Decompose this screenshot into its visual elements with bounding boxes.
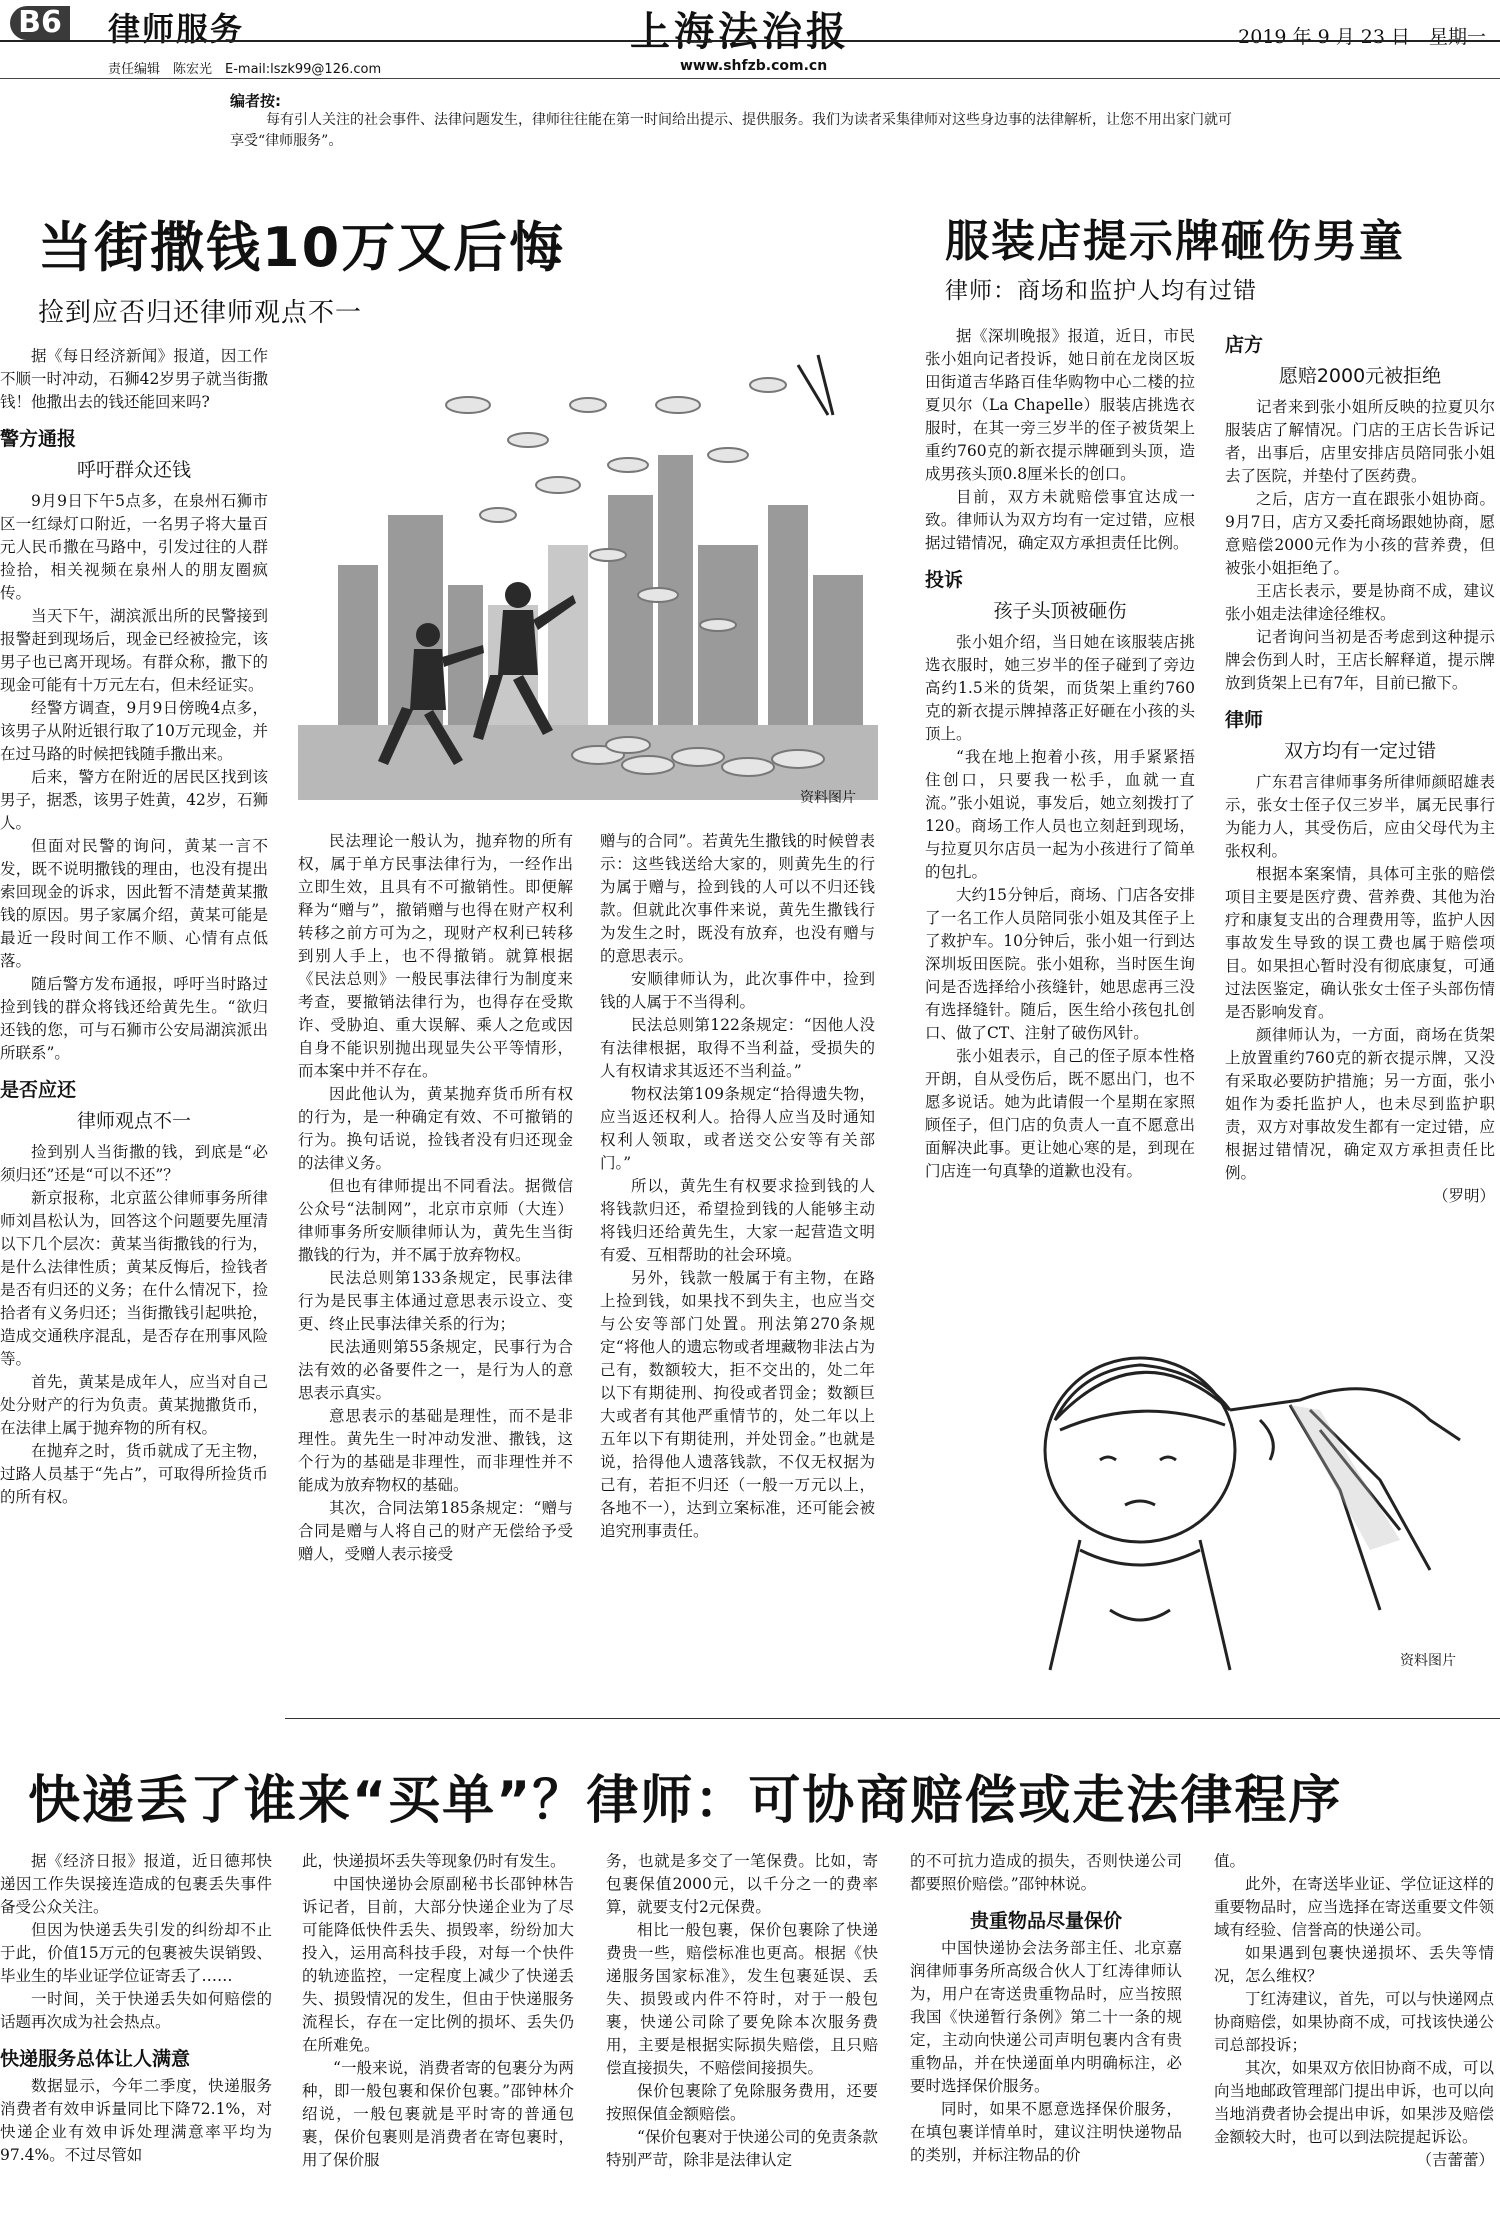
paragraph: 张小姐表示，自己的侄子原本性格开朗，自从受伤后，既不愿出门，也不愿多说话。她为此请假一个星期在家照顾侄子，但门店的负责人一直不愿意出面解决此事。更让她心寒的是，到现在门店连一句真挚的道歉也没有。 (925, 1047, 1195, 1180)
article3-byline: （吉蕾蕾） (1416, 2151, 1494, 2169)
paragraph: “一般来说，消费者寄的包裹分为两种，即一般包裹和保价包裹。”邵钟林介绍说，一般包裹就是平时寄的普通包裹，保价包裹则是消费者在寄包裹时，用了保价服 (302, 2059, 574, 2169)
article3-column-3 (606, 1850, 878, 2229)
paragraph: “我在地上抱着小孩，用手紧紧捂住创口，只要我一松手，血就一直流。”张小姐说，事发后，她立刻拨打了120。商场工作人员也立刻赶到现场，与拉夏贝尔店员一起为小孩进行了简单的包扎。 (925, 748, 1195, 881)
article1-lead: 据《每日经济新闻》报道，因工作不顺一时冲动，石狮42岁男子就当街撒钱！他撒出去的钱还能回来吗? (0, 347, 268, 411)
article1-section1-title: 警方通报 (0, 428, 77, 450)
article3-column-2 (302, 1850, 574, 2229)
paragraph: 但也有律师提出不同看法。据微信公众号“法制网”，北京市京师（大连）律师事务所安顺律师认为，黄先生当街撒钱的行为，并不属于放弃物权。 (298, 1177, 573, 1264)
article2-sectionA-title: 投诉 (925, 569, 964, 591)
paragraph: 9月9日下午5点多，在泉州石狮市区一红绿灯口附近，一名男子将大量百元人民币撒在马路中，引发过往的人群捡拾，相关视频在泉州人的朋友圈疯传。 (0, 492, 268, 602)
paragraph: 在抛弃之时，货币就成了无主物，过路人员基于“先占”，可取得所捡货币的所有权。 (0, 1442, 268, 1506)
issue-date: 2019 年 9 月 23 日 星期一 (1238, 26, 1486, 48)
paragraph: 其次，如果双方依旧协商不成，可以向当地邮政管理部门提出申诉，也可以向当地消费者协会提出申诉，如果涉及赔偿金额较大时，也可以到法院提起诉讼。 (1214, 2059, 1494, 2146)
article2-sectionC-title: 律师 (1225, 709, 1264, 731)
paragraph: 同时，如果不愿意选择保价服务，在填包裹详情单时，建议注明快递物品的类别，并标注物品的价 (910, 2100, 1182, 2164)
paragraph: 但面对民警的询问，黄某一言不发，既不说明撒钱的理由，也没有提出索回现金的诉求，因此暂不清楚黄某撒钱的原因。男子家属介绍，黄某可能是最近一段时间工作不顺、心情有点低落。 (0, 837, 268, 970)
section-title: 律师服务 (108, 10, 245, 48)
paragraph: 所以，黄先生有权要求捡到钱的人将钱款归还，希望捡到钱的人能够主动将钱归还给黄先生，大家一起营造文明有爱、互相帮助的社会环境。 (600, 1177, 875, 1264)
editor-note-label: 编者按: (230, 92, 281, 110)
paragraph: 首先，黄某是成年人，应当对自己处分财产的行为负责。黄某抛撒货币，在法律上属于抛弃物的所有权。 (0, 1373, 268, 1437)
article3-column-4 (910, 1850, 1182, 2229)
website-link[interactable]: www.shfzb.com.cn (680, 58, 828, 74)
paragraph: 如果遇到包裹快递损坏、丢失等情况，怎么维权？ (1214, 1944, 1494, 1985)
paragraph: 颜律师认为，一方面，商场在货架上放置重约760克的新衣提示牌，又没有采取必要防护措施；另一方面，张小姐作为委托监护人，也未尽到监护职责，双方对事故发生都有一定过错，应根据过错情况，确定双方承担责任比例。 (1225, 1026, 1495, 1182)
paragraph: “保价包裹对于快递公司的免责条款特别严苛，除非是法律认定 (606, 2128, 878, 2169)
article1-image-credit: 资料图片 (800, 790, 856, 806)
article2-illustration (960, 1310, 1490, 1680)
injured-child-illustration (960, 1310, 1490, 1680)
section-divider (285, 1718, 1500, 1719)
paragraph: 一时间，关于快递丢失如何赔偿的话题再次成为社会热点。 (0, 1990, 272, 2031)
paragraph: 记者询问当初是否考虑到这种提示牌会伤到人时，王店长解释道，提示牌放到货架上已有7年，目前已撤下。 (1225, 628, 1495, 692)
header-rule-thin (0, 78, 1500, 79)
editor-note-text: 每有引人关注的社会事件、法律问题发生，律师往往能在第一时间给出提示、提供服务。我们为读者采集律师对这些身边事的法律解析，让您不用出家门就可享受“律师服务”。 (230, 112, 1232, 149)
paragraph: 民法总则第133条规定，民事法律行为是民事主体通过意思表示设立、变更、终止民事法律关系的行为； (298, 1269, 573, 1333)
paragraph: 根据本案案情，具体可主张的赔偿项目主要是医疗费、营养费、其他为治疗和康复支出的合理费用等，监护人因事故发生导致的误工费也属于赔偿项目。如果担心暂时没有彻底康复，可通过法医鉴定，确认张女士侄子头部伤情是否影响发育。 (1225, 865, 1495, 1021)
paragraph: 因此他认为，黄某抛弃货币所有权的行为，是一种确定有效、不可撤销的行为。换句话说，捡钱者没有归还现金的法律义务。 (298, 1085, 573, 1172)
paragraph: 大约15分钟后，商场、门店各安排了一名工作人员陪同张小姐及其侄子上了救护车。10分钟后，张小姐一行到达深圳坂田医院。张小姐称，当时医生询问是否选择给小孩缝针，她思虑再三没有选择缝针。随后，医生给小孩包扎创口、做了CT、注射了破伤风针。 (925, 886, 1195, 1042)
article2-headline: 服装店提示牌砸伤男童 (945, 216, 1405, 267)
newspaper-masthead: 上海法治报 (630, 8, 850, 55)
article3-column-1 (0, 1850, 272, 2229)
paragraph: 相比一般包裹，保价包裹除了快递费贵一些，赔偿标准也更高。根据《快递服务国家标准》，发生包裹延误、丢失、损毁或内件不符时，对于一般包裹，快递公司除了要免除本次服务费用，主要是根据实际损失赔偿，且只赔偿直接损失，不赔偿间接损失。 (606, 1921, 878, 2077)
paragraph: 其次，合同法第185条规定：“赠与合同是赠与人将自己的财产无偿给予受赠人，受赠人表示接受 (298, 1499, 573, 1563)
paragraph: 另外，钱款一般属于有主物，在路上捡到钱，如果找不到失主，也应当交与公安等部门处置。刑法第270条规定“将他人的遗忘物或者埋藏物非法占为己有，数额较大，拒不交出的，处二年以下有期徒刑、拘役或者罚金；数额巨大或者有其他严重情节的，处二年以上五年以下有期徒刑，并处罚金。”也就是说，拾得他人遗落钱款，不仅无权据为己有，若拒不归还（一般一万元以上，各地不一），达到立案标准，还可能会被追究刑事责任。 (600, 1269, 875, 1540)
editor-info: 责任编辑 陈宏光 E-mail:lszk99@126.com (108, 62, 382, 77)
paragraph: 广东君言律师事务所律师颜昭雄表示，张女士侄子仅三岁半，属无民事行为能力人，其受伤后，应由父母代为主张权利。 (1225, 773, 1495, 860)
paragraph: 王店长表示，要是协商不成，建议张小姐走法律途径维权。 (1225, 582, 1495, 623)
paragraph: 中国快递协会法务部主任、北京嘉润律师事务所高级合伙人丁红涛律师认为，用户在寄送贵重物品时，应当按照我国《快递暂行条例》第二十一条的规定，主动向快递公司声明包裹内含有贵重物品，并在快递面单内明确标注，必要时选择保价服务。 (910, 1939, 1182, 2095)
paragraph: 物权法第109条规定“拾得遗失物，应当返还权利人。拾得人应当及时通知权利人领取，或者送交公安等有关部门。” (600, 1085, 875, 1172)
paragraph: 后来，警方在附近的居民区找到该男子，据悉，该男子姓黄，42岁，石狮人。 (0, 768, 268, 832)
paragraph: 保价包裹除了免除服务费用，还要按照保值金额赔偿。 (606, 2082, 878, 2123)
article2-byline: （罗明） (1432, 1187, 1495, 1205)
money-scatter-illustration (298, 345, 878, 800)
article2-sectionB-title: 店方 (1225, 334, 1264, 356)
header-rule (0, 40, 1500, 42)
paragraph: 务，也就是多交了一笔保费。比如，寄包裹保值2000元，以千分之一的费率算，就要支付2元保费。 (606, 1852, 878, 1916)
paragraph: 之后，店方一直在跟张小姐协商。9月7日，店方又委托商场跟她协商，愿意赔偿2000元作为小孩的营养费，但被张小姐拒绝了。 (1225, 490, 1495, 577)
article1-section1-sub: 呼吁群众还钱 (76, 459, 191, 481)
article3-headline: 快递丢了谁来“买单”？律师：可协商赔偿或走法律程序 (28, 1771, 1343, 1831)
paragraph: 随后警方发布通报，呼吁当时路过捡到钱的群众将钱还给黄先生。“欲归还钱的您，可与石狮市公安局湖滨派出所联系”。 (0, 975, 268, 1062)
article3-section2-title: 贵重物品尽量保价 (969, 1910, 1122, 1932)
paragraph: 经警方调查，9月9日傍晚4点多，该男子从附近银行取了10万元现金，并在过马路的时候把钱随手撒出来。 (0, 699, 268, 763)
article1-headline: 当街撒钱10万又后悔 (38, 216, 566, 279)
article2-image-credit: 资料图片 (1400, 1653, 1456, 1669)
paragraph: 此，快递损坏丢失等现象仍时有发生。 (302, 1852, 566, 1870)
paragraph: 安顺律师认为，此次事件中，捡到钱的人属于不当得利。 (600, 970, 875, 1011)
paragraph: 意思表示的基础是理性，而不是非理性。黄先生一时冲动发泄、撒钱，这个行为的基础是非理性，而非理性并不能成为放弃物权的基础。 (298, 1407, 573, 1494)
article2-subhead: 律师：商场和监护人均有过错 (945, 278, 1257, 304)
paragraph: 赠与的合同”。若黄先生撒钱的时候曾表示：这些钱送给大家的，则黄先生的行为属于赠与，捡到钱的人可以不归还钱款。但就此次事件来说，黄先生撒钱行为发生之时，既没有放弃，也没有赠与的意思表示。 (600, 832, 875, 965)
article1-column-1 (0, 345, 268, 1695)
paragraph: 民法理论一般认为，抛弃物的所有权，属于单方民事法律行为，一经作出立即生效，且具有不可撤销性。即便解释为“赠与”，撤销赠与也得在财产权利转移之前方可为之，现财产权利已转移到别人手上，也不得撤销。就算根据《民法总则》一般民事法律行为制度来考查，要撤销法律行为，也得存在受欺诈、受胁迫、重大误解、乘人之危或因自身不能识别抛出现显失公平等情形，而本案中并不存在。 (298, 832, 573, 1080)
article1-section2-sub: 律师观点不一 (76, 1110, 191, 1132)
article1-illustration (298, 345, 878, 800)
article2-column-a (925, 325, 1195, 1320)
paragraph: 据《经济日报》报道，近日德邦快递因工作失误接连造成的包裹丢失事件备受公众关注。 (0, 1852, 272, 1916)
article1-column-3 (600, 830, 875, 1695)
article2-sectionB-sub: 愿赔2000元被拒绝 (1278, 365, 1442, 387)
paragraph: 数据显示，今年二季度，快递服务消费者有效申诉量同比下降72.1%，对快递企业有效申诉处理满意率平均为97.4%。不过尽管如 (0, 2077, 272, 2164)
article2-column-b (1225, 330, 1495, 1330)
paragraph: 但因为快递丢失引发的纠纷却不止于此，价值15万元的包裹被失误销毁、毕业生的毕业证学位证寄丢了…… (0, 1921, 272, 1985)
paragraph: 中国快递协会原副秘书长邵钟林告诉记者，目前，大部分快递企业为了尽可能降低快件丢失、损毁率，纷纷加大投入，运用高科技手段，对每一个快件的轨迹监控，一定程度上减少了快递丢失、损毁情况的发生，但由于快递服务流程长，存在一定比例的损坏、丢失仍在所难免。 (302, 1875, 574, 2054)
article2-sectionC-sub: 双方均有一定过错 (1283, 740, 1436, 762)
article1-subhead: 捡到应否归还律师观点不一 (38, 298, 363, 328)
paragraph: 当天下午，湖滨派出所的民警接到报警赶到现场后，现金已经被捡完，该男子也已离开现场。有群众称，撒下的现金可能有十万元左右，但未经证实。 (0, 607, 268, 694)
paragraph: 的不可抗力造成的损失，否则快递公司都要照价赔偿。”邵钟林说。 (910, 1852, 1182, 1893)
paragraph: 值。 (1214, 1852, 1246, 1870)
paragraph: 丁红涛建议，首先，可以与快递网点协商赔偿，如果协商不成，可找该快递公司总部投诉； (1214, 1990, 1494, 2054)
paragraph: 记者来到张小姐所反映的拉夏贝尔服装店了解情况。门店的王店长告诉记者，出事后，店里安排店员陪同张小姐去了医院，并垫付了医药费。 (1225, 398, 1495, 485)
paragraph: 张小姐介绍，当日她在该服装店挑选衣服时，她三岁半的侄子碰到了旁边高约1.5米的货架，而货架上重约760克的新衣提示牌掉落正好砸在小孩的头顶上。 (925, 633, 1195, 743)
paragraph: 据《深圳晚报》报道，近日，市民张小姐向记者投诉，她日前在龙岗区坂田街道吉华路百佳华购物中心二楼的拉夏贝尔（La Chapelle）服装店挑选衣服时，在其一旁三岁半的侄子被货架上重约760克的新衣提示牌砸到头顶，造成男孩头顶0.8厘米长的创口。 (925, 327, 1195, 483)
paragraph: 民法总则第122条规定：“因他人没有法律根据，取得不当利益，受损失的人有权请求其返还不当利益。” (600, 1016, 875, 1080)
paragraph: 新京报称，北京蓝公律师事务所律师刘昌松认为，回答这个问题要先厘清以下几个层次：黄某当街撒钱的行为，是什么法律性质；黄某反悔后，捡钱者是否有归还的义务；在什么情况下，捡拾者有义务归还；当街撒钱引起哄抢，造成交通秩序混乱，是否存在刑事风险等。 (0, 1189, 268, 1368)
article3-section1-title: 快递服务总体让人满意 (0, 2048, 191, 2070)
paragraph: 目前，双方未就赔偿事宜达成一致。律师认为双方均有一定过错，应根据过错情况，确定双方承担责任比例。 (925, 488, 1195, 552)
article2-sectionA-sub: 孩子头顶被砸伤 (993, 600, 1127, 622)
paragraph: 此外，在寄送毕业证、学位证这样的重要物品时，应当选择在寄送重要文件领域有经验、信誉高的快递公司。 (1214, 1875, 1494, 1939)
paragraph: 民法通则第55条规定，民事行为合法有效的必备要件之一，是行为人的意思表示真实。 (298, 1338, 573, 1402)
paragraph: 捡到别人当街撒的钱，到底是“必须归还”还是“可以不还”？ (0, 1143, 268, 1184)
article1-section2-title: 是否应还 (0, 1079, 77, 1101)
article3-column-5 (1214, 1850, 1494, 2229)
article1-column-2 (298, 830, 573, 1695)
section-badge: B6 (10, 6, 70, 40)
